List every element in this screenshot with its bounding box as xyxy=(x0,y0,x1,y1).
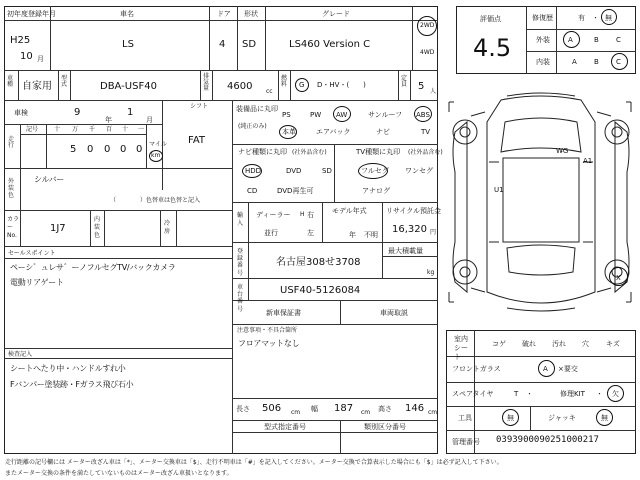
mileage-unit-label: 記号 xyxy=(26,126,39,133)
equip-tv: TV xyxy=(421,128,431,136)
label-width: 幅 xyxy=(311,405,318,413)
mileage-unit-label: 一 xyxy=(138,126,145,133)
divider xyxy=(232,324,438,325)
equip-pw: PW xyxy=(310,111,322,119)
divider xyxy=(4,210,232,211)
ext-c: C xyxy=(616,36,621,44)
import-dealer: ディーラー xyxy=(256,211,291,219)
spare-sep: ・ xyxy=(596,390,603,398)
label-displacement: 排気量 xyxy=(203,73,210,92)
label-height: 高さ xyxy=(378,405,392,413)
divider xyxy=(410,70,411,100)
jack-none: 無 xyxy=(601,414,608,422)
label-recycle: リサイクル預託金 xyxy=(386,207,442,215)
label-navi-sub: (社外品含む) xyxy=(292,149,327,156)
navi-hdd: HDD xyxy=(245,167,262,175)
import-left: 左 xyxy=(307,229,314,237)
type-code: DBA-USF40 xyxy=(100,81,157,92)
chassis-number: USF40-5126084 xyxy=(280,285,361,296)
divider xyxy=(58,70,59,100)
model-name: LS xyxy=(122,39,134,50)
divider xyxy=(446,382,636,383)
fuel-g: G xyxy=(299,81,305,89)
seat-tear: 破れ xyxy=(522,340,536,348)
equip-aw: AW xyxy=(336,111,348,119)
label-type-spec: 型式指定番号 xyxy=(264,423,306,431)
diagram-mark-a1: A1 xyxy=(583,157,593,165)
divider xyxy=(556,6,557,74)
label-score: 評価点 xyxy=(480,15,501,23)
label-inspection: 車検 xyxy=(14,109,28,117)
divider xyxy=(248,202,249,242)
label-interior-color: 内装色 xyxy=(94,216,101,239)
height-unit: cm xyxy=(428,409,438,416)
divider xyxy=(232,432,438,433)
divider xyxy=(4,20,438,21)
tv-analog: アナログ xyxy=(362,187,390,195)
mileage-unit-label: 十 xyxy=(54,126,61,133)
repair-sep: ・ xyxy=(592,14,599,22)
mileage-unit-label: 百 xyxy=(106,126,113,133)
label-jack: ジャッキ xyxy=(548,414,576,422)
navi-dvd: DVD xyxy=(286,167,302,175)
mileage-digit: 5 xyxy=(70,144,77,155)
color-note: （ ）色替車は色替と記入 xyxy=(110,197,201,204)
inspection-month: 1 xyxy=(127,107,134,118)
mileage-digit: 0 xyxy=(104,144,111,155)
divider xyxy=(4,348,232,349)
reg-month-unit: 月 xyxy=(37,55,44,63)
displacement: 4600 xyxy=(227,81,253,92)
divider xyxy=(90,210,91,246)
label-front-glass: フロントガラス xyxy=(452,365,501,373)
divider xyxy=(4,246,232,247)
divider xyxy=(232,100,233,454)
navi-sd: SD xyxy=(322,167,332,175)
navi-cd: CD xyxy=(247,187,258,195)
int-b: B xyxy=(594,58,599,66)
shift: FAT xyxy=(188,135,206,146)
label-fuel: 燃料 xyxy=(281,75,288,88)
divider xyxy=(382,202,383,242)
spare-kit: 修理KIT xyxy=(560,390,585,398)
disp-unit: cc xyxy=(266,88,273,95)
divider xyxy=(104,210,105,246)
seat-burn: コゲ xyxy=(492,340,506,348)
owner-manual: 車両取説 xyxy=(380,309,408,317)
fuel-other: D・HV・( ) xyxy=(317,81,366,89)
width-unit: cm xyxy=(361,409,371,416)
label-navi: ナビ種類に丸印 xyxy=(238,148,287,156)
divider xyxy=(232,144,438,145)
divider xyxy=(446,406,636,407)
divider xyxy=(446,356,636,357)
divider xyxy=(340,420,341,454)
reg-month: 10 xyxy=(20,51,33,62)
length-unit: cm xyxy=(291,409,301,416)
divider xyxy=(398,70,399,100)
divider xyxy=(18,70,19,100)
drive-4wd: 4WD xyxy=(420,49,435,56)
divider xyxy=(46,124,47,168)
label-class-number: 類別区分番号 xyxy=(364,423,406,431)
spare-sep: ・ xyxy=(526,390,533,398)
divider xyxy=(209,6,210,70)
height-value: 146 xyxy=(405,403,425,414)
recycle-amount: 16,320 xyxy=(392,224,427,235)
label-tools: 工具 xyxy=(458,414,472,422)
equip-abs: ABS xyxy=(416,111,430,119)
inspection-year-unit: 年 xyxy=(105,116,112,124)
equip-leather: 本革 xyxy=(282,128,296,136)
label-door: ドア xyxy=(217,10,231,18)
label-exterior: 外装 xyxy=(536,36,550,44)
label-cooler: 冷房 xyxy=(164,220,171,235)
divider xyxy=(232,278,438,279)
divider xyxy=(212,70,213,100)
repair-yes: 有 xyxy=(578,14,585,22)
tools-none: 無 xyxy=(507,414,514,422)
glass-a: A xyxy=(543,365,548,373)
import-h: H xyxy=(300,211,305,218)
divider xyxy=(4,168,232,169)
divider xyxy=(70,70,71,100)
divider xyxy=(176,210,177,246)
label-interior-seat: 室内シート xyxy=(454,335,468,362)
spare-t: T xyxy=(514,390,519,398)
label-tv: TV種類に丸印 xyxy=(356,148,401,156)
int-a: A xyxy=(572,58,577,66)
label-reg-year: 初年度登録年月 xyxy=(7,10,56,18)
management-number: 0393900090251000217 xyxy=(496,435,599,445)
divider xyxy=(278,70,279,100)
recycle-unit: 円 xyxy=(430,229,437,236)
mileage-digit: 0 xyxy=(87,144,94,155)
divider xyxy=(20,134,146,135)
reg-era: H25 xyxy=(10,35,31,46)
import-right: 右 xyxy=(307,211,314,219)
equip-airbag: エアバック xyxy=(316,128,351,136)
int-c: C xyxy=(616,58,621,66)
label-repair: 修復歴 xyxy=(532,14,553,22)
diagram-x-circle xyxy=(609,267,628,286)
label-shift: シフト xyxy=(190,103,209,110)
divider xyxy=(237,6,238,70)
spare-missing: 欠 xyxy=(612,390,619,398)
sales-line2: 電動リアゲート xyxy=(10,278,64,287)
divider xyxy=(232,242,438,243)
checker-line2: Fバンパー塗装跡・Fガラス飛び石小 xyxy=(10,380,134,389)
inspection-month-unit: 月 xyxy=(146,116,153,124)
repair-no: 無 xyxy=(605,14,612,22)
label-chassis: 車台番号 xyxy=(237,284,244,313)
ext-a: A xyxy=(568,36,573,44)
equip-sunroof: サンルーフ xyxy=(368,111,403,119)
divider xyxy=(290,70,291,100)
report-value: フロアマットなし xyxy=(238,339,300,348)
sales-line1: ペーシ゛ュレサ゛ーノフルセグTV/バックカメラ xyxy=(10,263,176,272)
label-equipment: 装備品に丸印 xyxy=(236,105,278,113)
divider xyxy=(265,6,266,70)
mileage-digit: 0 xyxy=(120,144,127,155)
reg-type: 自家用 xyxy=(22,81,52,92)
mileage-digit: 0 xyxy=(136,144,143,155)
color-no: 1J7 xyxy=(50,223,66,234)
color-value: シルバー xyxy=(34,175,65,184)
divider xyxy=(232,202,438,203)
label-mileage: 走行 xyxy=(8,136,15,149)
max-load-unit: kg xyxy=(427,269,435,276)
divider xyxy=(340,300,341,324)
ext-b: B xyxy=(594,36,599,44)
grade: LS460 Version C xyxy=(289,39,371,50)
label-type: 型式 xyxy=(61,75,68,88)
seat-dirt: 汚れ xyxy=(552,340,566,348)
divider xyxy=(322,202,323,242)
label-checker: 検査記入 xyxy=(8,351,33,358)
seat-hole: 穴 xyxy=(582,340,589,348)
label-capacity: 定員 xyxy=(401,75,408,88)
diagram-mark-x: X xyxy=(616,274,621,282)
width-value: 187 xyxy=(334,403,354,414)
divider xyxy=(4,100,438,101)
tv-oneseg: ワンセグ xyxy=(405,167,433,175)
label-shape: 形状 xyxy=(244,10,258,18)
label-tv-sub: (社外品含む) xyxy=(408,149,443,156)
divider xyxy=(382,242,383,278)
divider xyxy=(526,6,527,74)
length-value: 506 xyxy=(262,403,282,414)
divider xyxy=(160,210,161,246)
mileage-unit-label: 十 xyxy=(122,126,129,133)
equip-navi: ナビ xyxy=(376,128,390,136)
divider xyxy=(232,420,438,421)
mileage-km: km xyxy=(151,152,161,159)
footer-note-1: 走行距離の記号欄には メーター改ざん車は「*」、メーター交換車は「$」、走行不明車は「#」を記入してください。メーター交換で合算表示した場合にも「$」は必ず記入して下さい。 xyxy=(5,459,503,466)
label-management-no: 管理番号 xyxy=(452,438,480,446)
divider xyxy=(530,406,531,430)
label-interior: 内装 xyxy=(536,58,550,66)
mileage-unit-label: 万 xyxy=(72,126,79,133)
tv-fullseg: フルセグ xyxy=(361,167,389,175)
divider xyxy=(232,398,438,399)
divider xyxy=(334,144,335,202)
label-grade: グレード xyxy=(322,10,350,18)
mileage-mile: マイル xyxy=(149,141,167,148)
drive-2wd: 2WD xyxy=(420,22,435,29)
divider xyxy=(526,29,636,30)
glass-replace: ×要交 xyxy=(558,365,578,373)
label-report: 注意事項・不具合箇所 xyxy=(237,327,298,334)
equip-ps: PS xyxy=(282,111,291,119)
plate-number: 名古屋308せ3708 xyxy=(276,257,361,268)
divider xyxy=(200,70,201,100)
label-max-load: 最大積載量 xyxy=(388,247,423,255)
import-parallel: 並行 xyxy=(264,229,278,237)
label-length: 長さ xyxy=(236,405,250,413)
capacity: 5 xyxy=(418,81,425,92)
divider xyxy=(412,6,413,70)
model-year-unknown: 不明 xyxy=(364,231,378,239)
score-value: 4.5 xyxy=(473,34,512,62)
capacity-unit: 人 xyxy=(430,88,437,95)
label-plate: 登録番号 xyxy=(237,248,244,277)
divider xyxy=(146,124,147,168)
checker-line1: シートへたり中・ハンドルすれ小 xyxy=(10,364,126,373)
divider xyxy=(526,51,636,52)
footer-note-2: またメーター交換の条件を満たしていないものはメーター改ざん車扱いとなります。 xyxy=(5,470,233,477)
shape: SD xyxy=(242,39,257,50)
warranty-book: 新車保証書 xyxy=(266,309,301,317)
label-car-type: 車種 xyxy=(7,75,14,88)
label-spare-tire: スペアタイヤ xyxy=(452,390,494,398)
divider xyxy=(382,256,438,257)
doors: 4 xyxy=(219,39,226,50)
label-sales-point: セールスポイント xyxy=(8,250,56,257)
model-year-unit: 年 xyxy=(349,231,356,239)
divider xyxy=(446,430,636,431)
divider xyxy=(232,300,438,301)
divider xyxy=(20,168,21,246)
divider xyxy=(4,258,232,259)
label-import: 輸入 xyxy=(237,212,244,227)
divider xyxy=(20,124,21,168)
label-color: 外装色 xyxy=(8,178,15,200)
seat-scratch: キズ xyxy=(606,340,620,348)
diagram-mark-u1: U1 xyxy=(494,186,504,194)
label-equipment-sub: (純正のみ) xyxy=(238,123,267,130)
navi-dvd-play: DVD再生可 xyxy=(277,187,314,195)
label-model: 車名 xyxy=(120,10,134,18)
label-model-year: モデル年式 xyxy=(332,207,367,215)
inspection-year: 9 xyxy=(74,107,81,118)
divider xyxy=(4,124,162,125)
divider xyxy=(4,358,232,359)
label-color-no: カラーNo. xyxy=(7,216,20,239)
car-damage-diagram xyxy=(445,92,637,316)
mileage-unit-label: 千 xyxy=(89,126,96,133)
divider xyxy=(248,242,249,300)
diagram-mark-g: W̵G xyxy=(556,147,569,155)
